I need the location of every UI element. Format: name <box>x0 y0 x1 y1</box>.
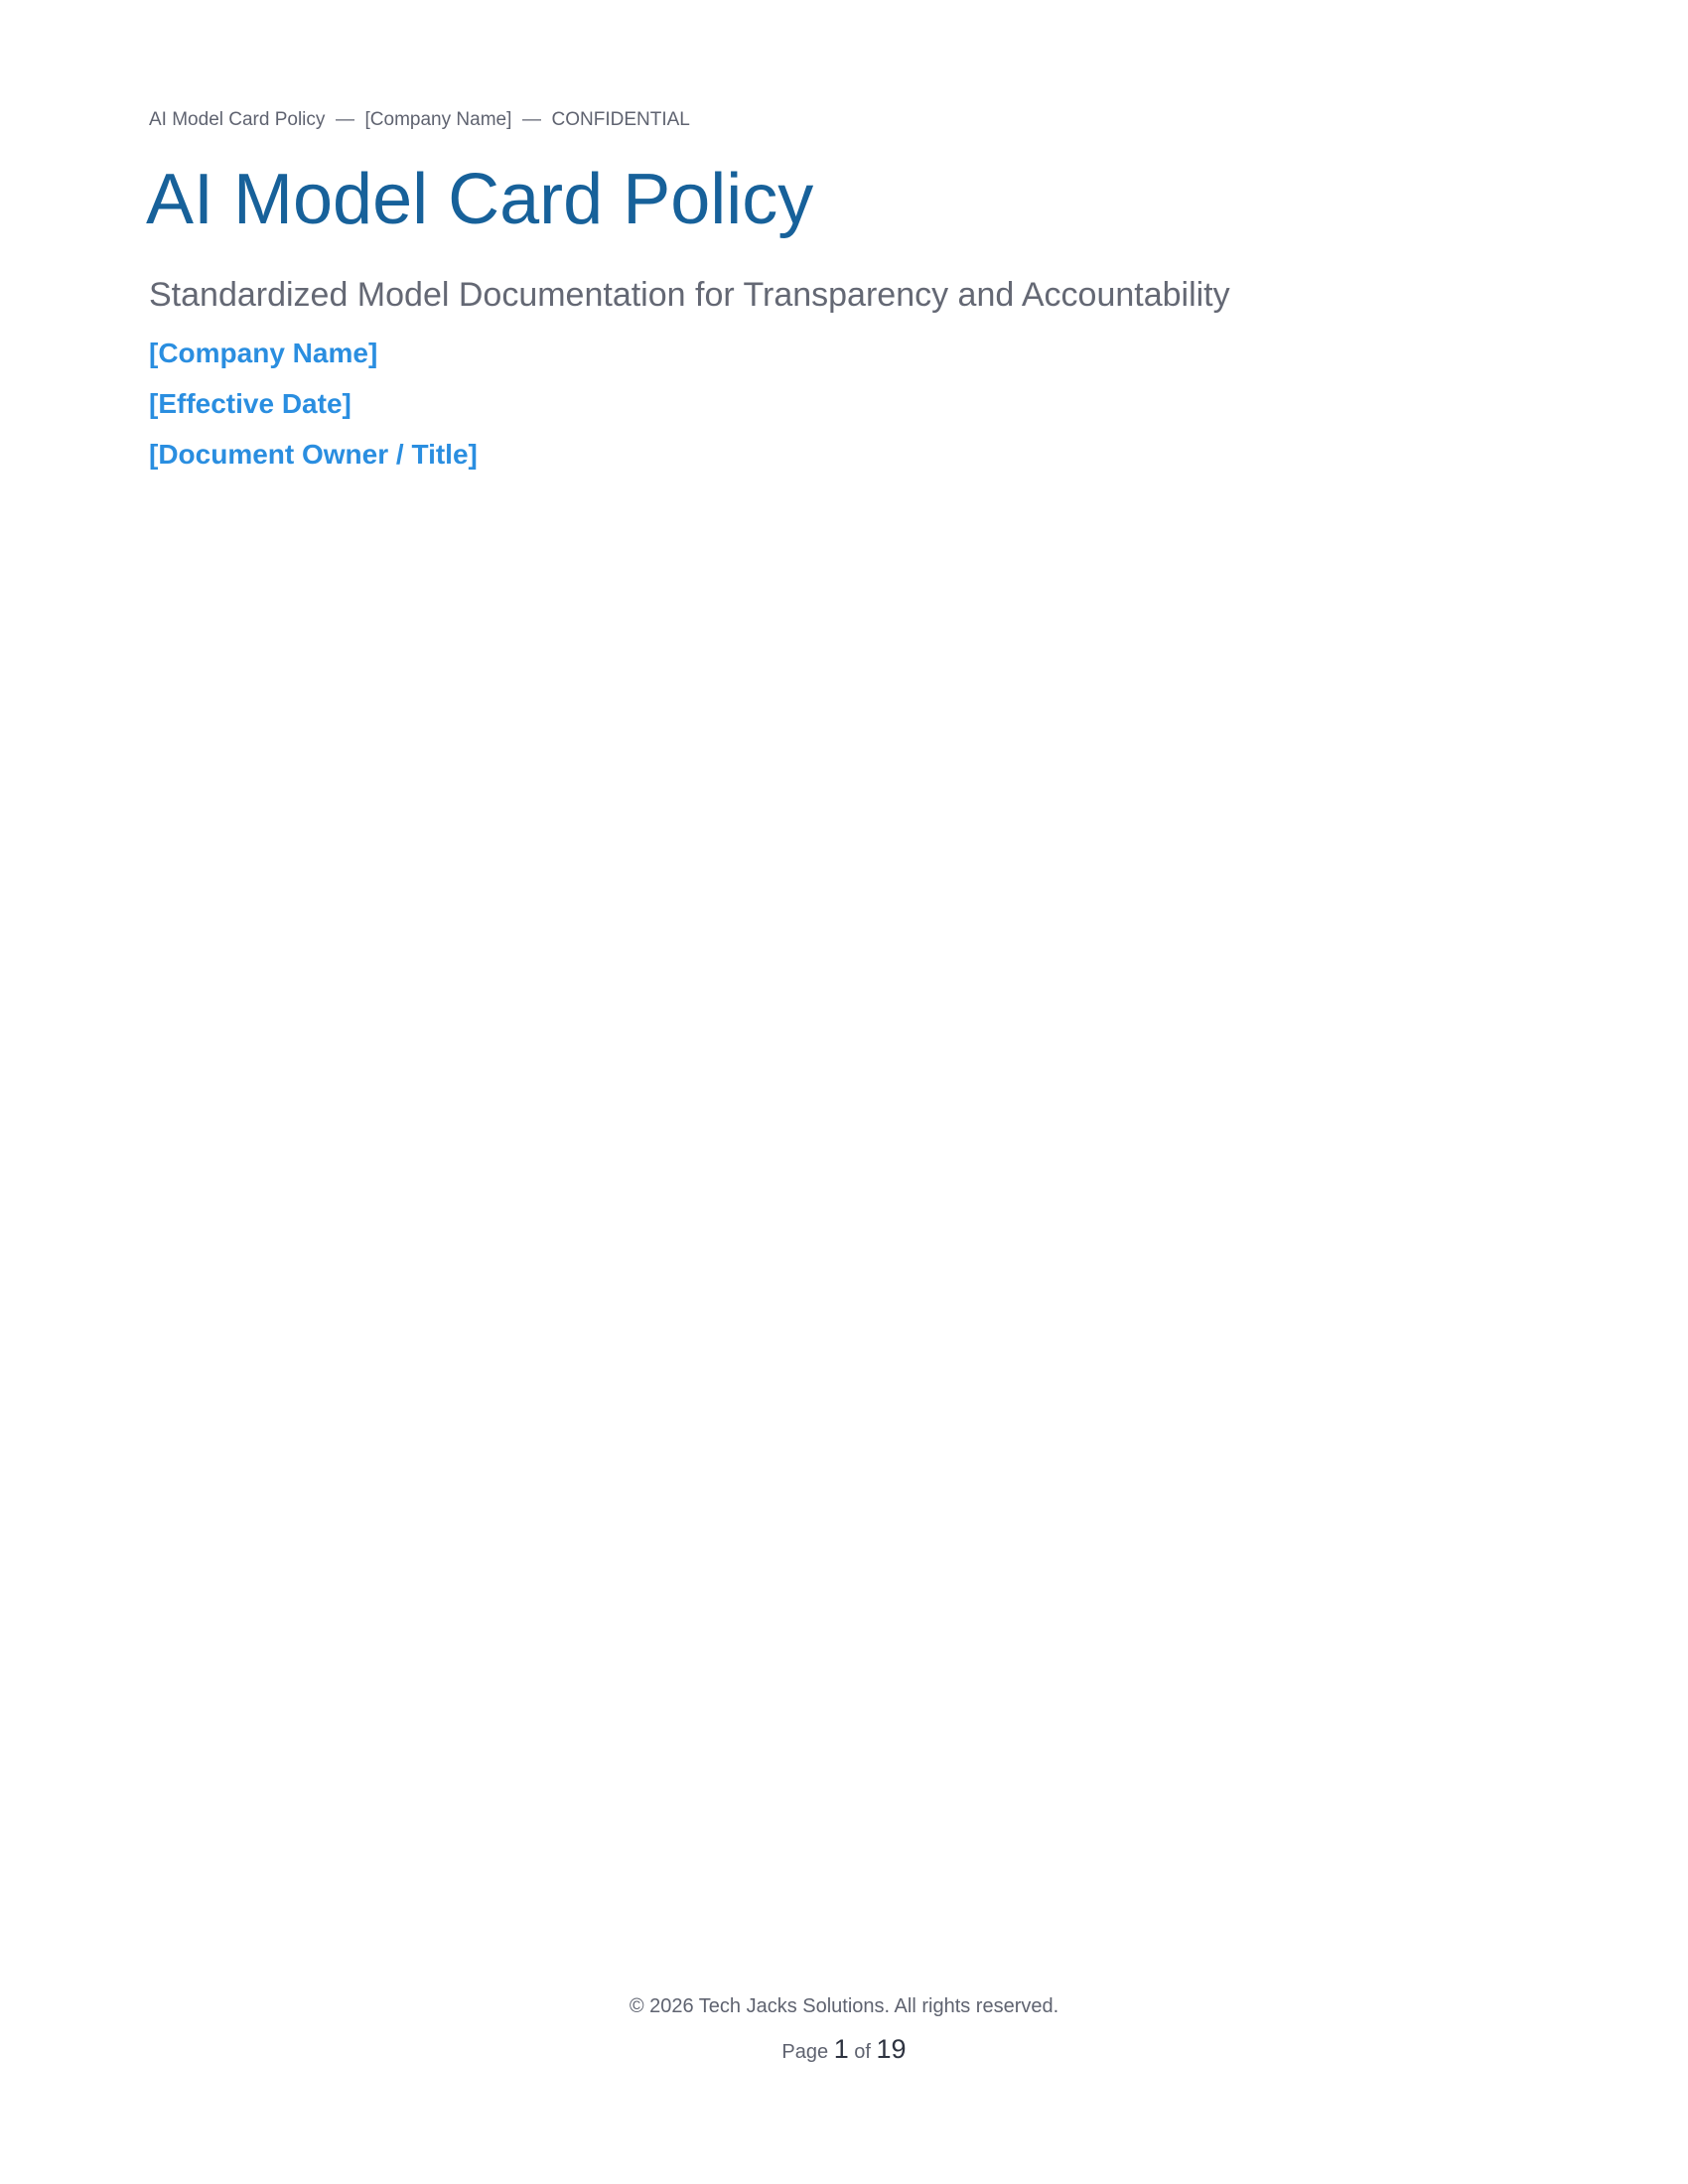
header-doc-name: AI Model Card Policy <box>149 109 326 130</box>
document-subtitle: Standardized Model Documentation for Transparency and Accountability <box>149 276 1230 314</box>
effective-date-placeholder: [Effective Date] <box>149 388 352 419</box>
company-name-placeholder: [Company Name] <box>149 338 378 368</box>
header-separator: — <box>335 109 354 130</box>
document-title: AI Model Card Policy <box>146 160 814 239</box>
current-page-number: 1 <box>833 2034 849 2064</box>
of-label: of <box>854 2041 871 2063</box>
document-owner-placeholder: [Document Owner / Title] <box>149 439 478 470</box>
running-header <box>149 109 690 131</box>
page-label: Page <box>781 2041 829 2063</box>
copyright-notice: © 2026 Tech Jacks Solutions. All rights reserved. <box>629 1995 1059 2017</box>
header-separator: — <box>521 109 541 130</box>
header-company: [Company Name] <box>364 109 512 130</box>
page-footer <box>0 1995 1688 2065</box>
page-number <box>0 2034 1688 2065</box>
total-pages-number: 19 <box>876 2034 907 2064</box>
header-classification: CONFIDENTIAL <box>551 109 690 130</box>
